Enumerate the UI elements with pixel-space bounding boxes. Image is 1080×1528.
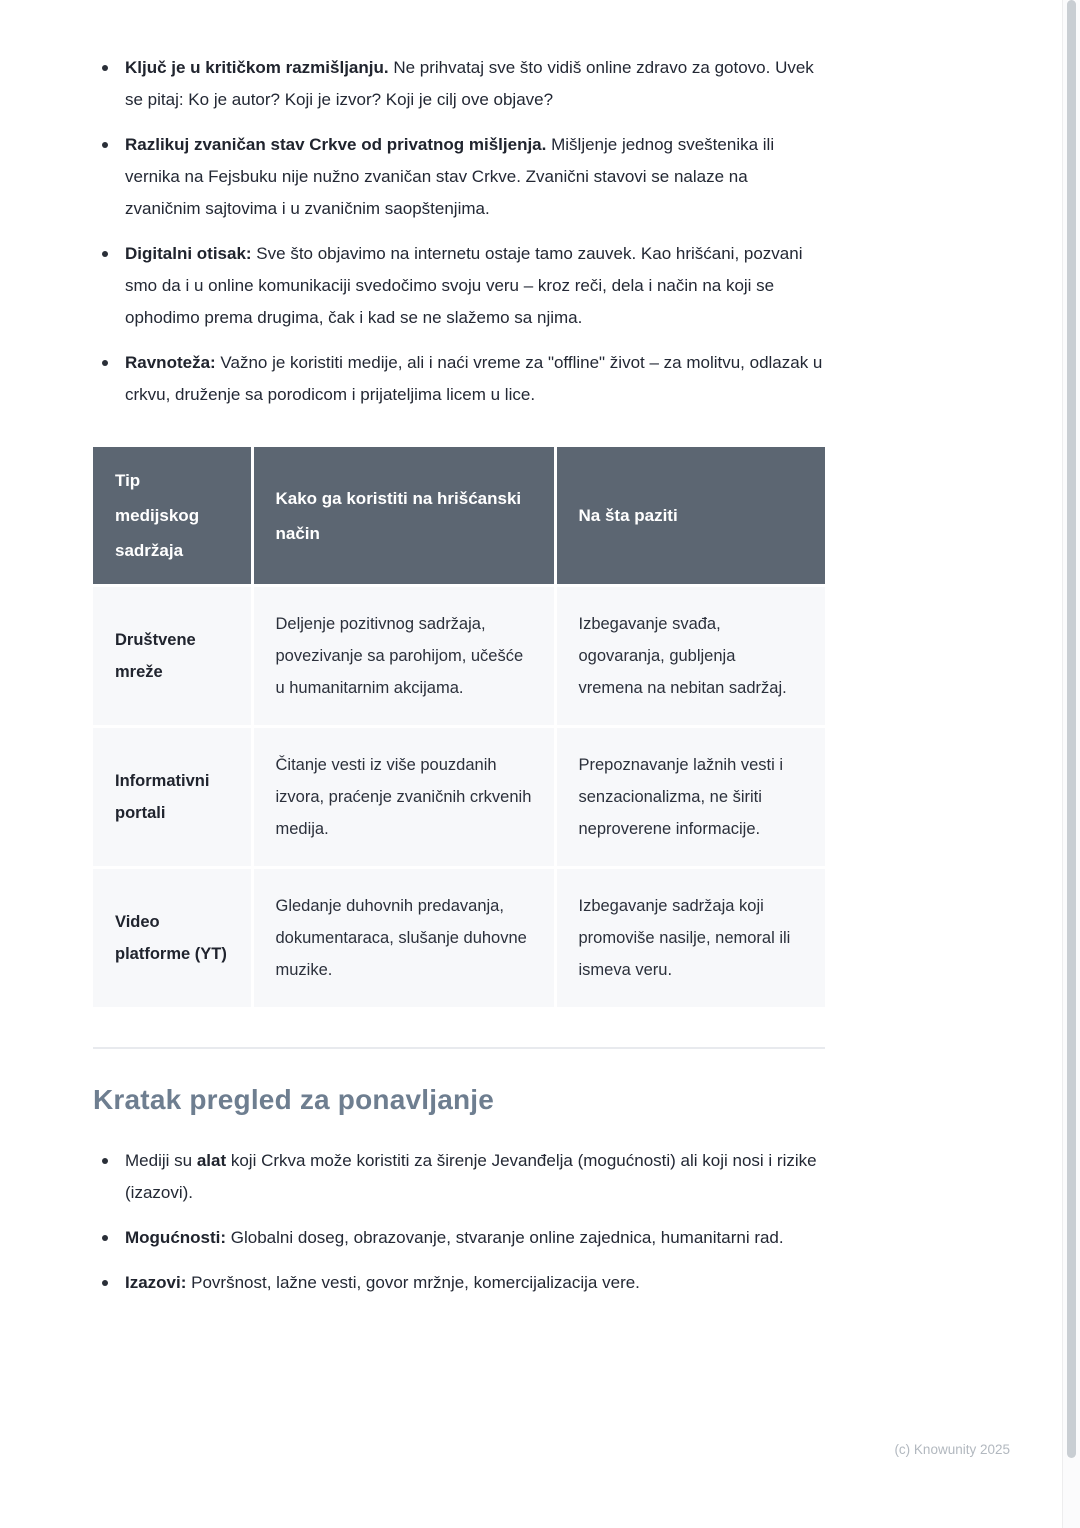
table-row — [93, 586, 825, 727]
bullet-icon — [102, 360, 108, 366]
list-item-body: Globalni doseg, obrazovanje, stvaranje online zajednica, humanitarni rad. — [226, 1228, 784, 1247]
list-item-lead: Izazovi: — [125, 1273, 187, 1292]
list-item-body: Ne prihvataj sve što vidiš online zdravo za gotovo. Uvek se pitaj: Ko je autor? Koji je izvor? Koji je cilj ove objave? — [125, 58, 814, 109]
review-list — [93, 1145, 825, 1299]
cell-watch: Izbegavanje svađa, ogovaranja, gubljenja vremena na nebitan sadržaj. — [555, 586, 825, 727]
cell-type: Video platforme (YT) — [93, 868, 252, 1008]
list-item — [93, 52, 825, 116]
cell-how: Čitanje vesti iz više pouzdanih izvora, praćenje zvaničnih crkvenih medija. — [252, 727, 555, 868]
document-content — [93, 52, 825, 1312]
list-item — [93, 347, 825, 411]
cell-watch: Izbegavanje sadržaja koji promoviše nasilje, nemoral ili ismeva veru. — [555, 868, 825, 1008]
list-item — [93, 129, 825, 225]
list-item — [93, 1222, 825, 1254]
list-item-lead: Razlikuj zvaničan stav Crkve od privatnog mišljenja. — [125, 135, 547, 154]
list-item-text — [125, 129, 825, 225]
section-divider — [93, 1047, 825, 1049]
table-row — [93, 727, 825, 868]
column-header-type: Tip medijskog sadržaja — [93, 447, 252, 586]
column-header-how: Kako ga koristiti na hrišćanski način — [252, 447, 555, 586]
list-item-lead: alat — [196, 1151, 227, 1170]
cell-watch: Prepoznavanje lažnih vesti i senzacionalizma, ne širiti neproverene informacije. — [555, 727, 825, 868]
list-item-pre: Mediji su — [125, 1151, 197, 1170]
bullet-icon — [102, 1235, 108, 1241]
list-item-lead: Ravnoteža: — [125, 353, 216, 372]
list-item-text — [125, 238, 825, 334]
list-item-body: Površnost, lažne vesti, govor mržnje, komercijalizacija vere. — [186, 1273, 640, 1292]
table-row — [93, 868, 825, 1008]
bullet-icon — [102, 1280, 108, 1286]
cell-how: Gledanje duhovnih predavanja, dokumentaraca, slušanje duhovne muzike. — [252, 868, 555, 1008]
table-header — [93, 447, 825, 586]
bullet-icon — [102, 1158, 108, 1164]
list-item — [93, 1267, 825, 1299]
list-item-body: Važno je koristiti medije, ali i naći vreme za "offline" život – za molitvu, odlazak u crkvu, druženje sa porodicom i prijateljima licem u lice. — [125, 353, 823, 404]
list-item-text — [125, 52, 825, 116]
table-body — [93, 586, 825, 1008]
list-item-body: Mišljenje jednog sveštenika ili vernika na Fejsbuku nije nužno zvaničan stav Crkve. Zvanični stavovi se nalaze na zvaničnim sajtovima i u zvaničnim saopštenjima. — [125, 135, 775, 218]
list-item — [93, 238, 825, 334]
list-item-lead: Digitalni otisak: — [125, 244, 252, 263]
list-item-body: koji Crkva može koristiti za širenje Jevanđelja (mogućnosti) ali koji nosi i rizike (izazovi). — [125, 1151, 817, 1202]
cell-type: Društvene mreže — [93, 586, 252, 727]
list-item-text — [125, 1145, 825, 1209]
list-item-text — [125, 347, 825, 411]
scrollbar-thumb[interactable] — [1067, 0, 1076, 1458]
list-item-body: Sve što objavimo na internetu ostaje tamo zauvek. Kao hrišćani, pozvani smo da i u online komunikaciji svedočimo svoju veru – kroz reči, dela i način na koji se ophodimo prema drugima, čak i kad se ne slažemo sa njima. — [125, 244, 803, 327]
bullet-icon — [102, 142, 108, 148]
cell-how: Deljenje pozitivnog sadržaja, povezivanje sa parohijom, učešće u humanitarnim akcijama. — [252, 586, 555, 727]
copyright-text: (c) Knowunity 2025 — [894, 1442, 1010, 1457]
list-item — [93, 1145, 825, 1209]
column-header-watch: Na šta paziti — [555, 447, 825, 586]
cell-type: Informativni portali — [93, 727, 252, 868]
list-item-lead: Mogućnosti: — [125, 1228, 227, 1247]
list-item-text — [125, 1267, 825, 1299]
bullet-icon — [102, 65, 108, 71]
section-title: Kratak pregled za ponavljanje — [93, 1084, 495, 1115]
scrollbar-track[interactable] — [1062, 0, 1080, 1528]
media-guidelines-list — [93, 52, 825, 411]
bullet-icon — [102, 251, 108, 257]
list-item-lead: Ključ je u kritičkom razmišljanju. — [125, 58, 389, 77]
list-item-text — [125, 1222, 825, 1254]
table-header-row — [93, 447, 825, 586]
media-types-table — [93, 447, 825, 1007]
